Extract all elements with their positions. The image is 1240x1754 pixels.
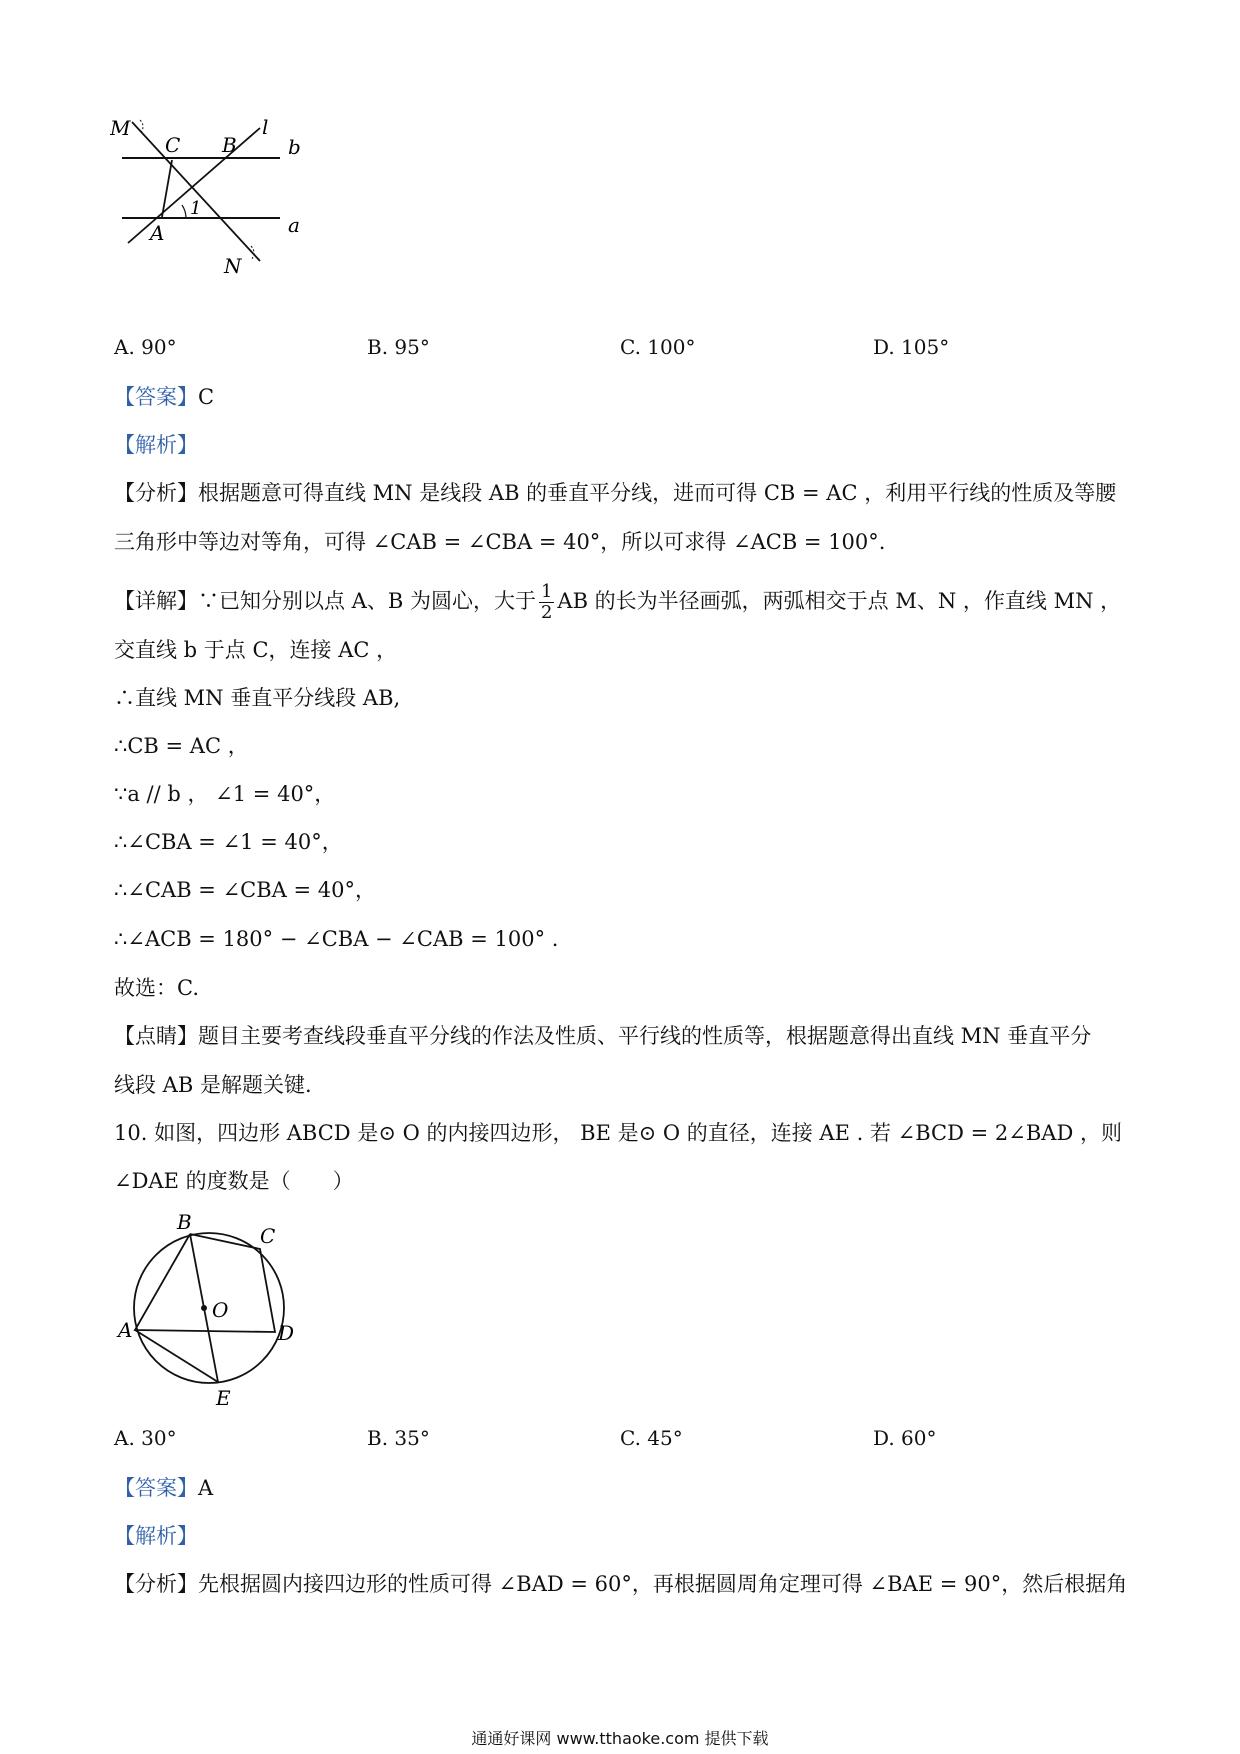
dianjing-text-1: 题目主要考查线段垂直平分线的作法及性质、平行线的性质等，根据题意得出直线 MN 垂直平分 [198,1024,1092,1048]
q10-option-c: C. 45° [620,1426,683,1450]
label-M: M [110,118,131,140]
analysis-tag: 【解析】 [114,433,198,457]
dianjing-tag: 【点睛】 [114,1024,198,1048]
fraction-denominator: 2 [540,602,553,623]
dianjing-line-1 [114,1021,1091,1051]
fenxi-text-1: 根据题意可得直线 MN 是线段 AB 的垂直平分线，进而可得 CB = AC ，利用平行线的性质及等腰 [198,481,1117,505]
xiangjie-text-b: AB 的长为半径画弧，两弧相交于点 M、N ，作直线 MN ， [557,589,1122,613]
xiangjie-line-2: 交直线 b 于点 C，连接 AC ， [114,638,398,662]
option-b: B. 95° [367,335,430,359]
circle-quadrilateral-figure [112,1205,312,1415]
label-one: 1 [190,198,202,219]
footer: 通通好课网 www.tthaoke.com 提供下载 [471,1729,769,1748]
q10-fenxi-text: 先根据圆内接四边形的性质可得 ∠BAD = 60°，再根据圆周角定理可得 ∠BAE = 90°，然后根据角 [198,1572,1128,1596]
label-A: A [118,1318,133,1342]
q10-analysis-tag: 【解析】 [114,1524,198,1548]
choose-line: 故选：C. [114,976,199,1000]
label-D: D [278,1321,295,1345]
fenxi-line-2: 三角形中等边对等角，可得 ∠CAB = ∠CBA = 40°，所以可求得 ∠ACB = 100°. [114,530,886,554]
option-d: D. 105° [873,335,950,359]
fraction-numerator: 1 [540,581,553,602]
label-O: O [212,1298,229,1322]
q10-option-d: D. 60° [873,1426,937,1450]
q10-answer-tag: 【答案】 [114,1476,198,1500]
fenxi-line-1 [114,478,1116,508]
option-c: C. 100° [620,335,696,359]
xiangjie-tag: 【详解】 [114,589,198,613]
q10-fenxi-line-1 [114,1569,1127,1599]
fenxi-tag: 【分析】 [114,481,198,505]
answer-value: C [198,385,215,409]
step-1: ∴直线 MN 垂直平分线段 AB, [114,686,401,710]
label-E: E [216,1386,231,1410]
label-b: b [288,135,301,159]
q10-option-a: A. 30° [114,1426,177,1450]
option-a: A. 90° [114,335,177,359]
step-2: ∴CB = AC ， [114,734,249,758]
q10-stem-line-1: 10. 如图，四边形 ABCD 是⊙ O 的内接四边形， BE 是⊙ O 的直径，连接 AE . 若 ∠BCD = 2∠BAD ，则 [114,1121,1122,1145]
q10-stem-line-2: ∠DAE 的度数是（ ） [114,1169,354,1193]
q10-answer-value: A [198,1476,214,1500]
answer-line [114,382,214,412]
q10-answer-line [114,1473,213,1503]
xiangjie-text-a: ∵已知分别以点 A、B 为圆心，大于 [198,589,536,613]
q10-option-b: B. 35° [367,1426,430,1450]
q10-fenxi-tag: 【分析】 [114,1572,198,1596]
label-C: C [260,1224,276,1248]
fraction-one-half [539,582,554,623]
step-4: ∴∠CBA = ∠1 = 40°， [114,830,343,854]
dianjing-line-2: 线段 AB 是解题关键. [114,1073,312,1097]
step-5: ∴∠CAB = ∠CBA = 40°， [114,878,376,902]
step-3: ∵a // b ， ∠1 = 40°， [114,782,336,806]
answer-tag: 【答案】 [114,385,198,409]
label-B: B [222,133,237,157]
label-a: a [288,213,300,237]
parallel-lines-figure [110,118,350,318]
label-N: N [224,254,242,278]
label-B: B [177,1210,192,1234]
label-A: A [150,221,165,245]
xiangjie-line-1 [114,582,1121,623]
step-6: ∴∠ACB = 180° − ∠CBA − ∠CAB = 100° . [114,927,559,951]
label-l: l [262,118,269,139]
label-C: C [165,133,181,157]
